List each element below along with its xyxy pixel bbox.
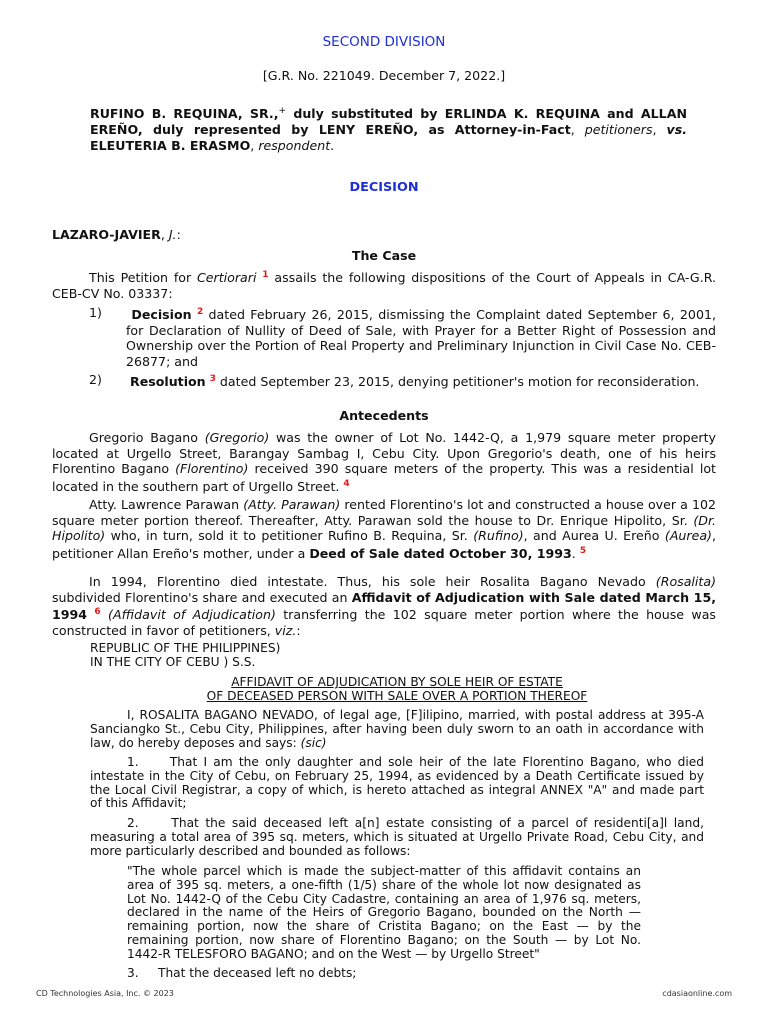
lot-description-quote: "The whole parcel which is made the subject-matter of this affidavit contains an area of 395 sq. meters, a one-fifth (1/5) share of the whole lot now designated as Lot No. 1442-Q of the Cebu City Cadastre, containing an area of 1,976 sq. meters, declared in the name of the Heirs of Gregorio Bagano, bounded on the North — remaining portion, now the share of Cristita Bagano; on the East — by the remaining portion, now share of Florentino Bagano; on the South — by Lot No. 1442-R TELESFORO BAGANO; and on the West — by Urgello Street" [127,864,641,961]
affidavit-item: 1. That I am the only daughter and sole heir of the late Florentino Bagano, who died intestate in the City of Cebu, on February 25, 1994, as evidenced by a Death Certificate issued by the Local Civil Registrar, a copy of which, is hereto attached as integral ANNEX "A" and made part of this Affidavit; [90,755,704,811]
paragraph-gregorio: Gregorio Bagano (Gregorio) was the owner of Lot No. 1442-Q, a 1,979 square meter property located at Urgello Street, Barangay Sambag I, Cebu City. Upon Gregorio's death, one of his heirs Florentino Bagano (Florentino) received 390 square meters of the property. This was a residential lot located in the southern part of Urgello Street. $^4$ [52,430,716,494]
division-header: SECOND DIVISION [322,34,446,50]
the-case-heading: The Case [351,248,417,263]
case-number: [G.R. No. 221049. December 7, 2022.] [262,68,506,83]
ponente: LAZARO-JAVIER, J.: [52,227,181,242]
antecedents-heading: Antecedents [339,408,429,423]
affidavit-item: 2. That the said deceased left a[n] estate consisting of a parcel of residenti[a]l land, measuring a total area of 395 sq. meters, which is situated at Urgello Private Road, Cebu City, and more particularly described and bounded as follows: [90,816,704,858]
footnote-link[interactable]: 5 [579,545,587,556]
paragraph-parawan: Atty. Lawrence Parawan (Atty. Parawan) rented Florentino's lot and constructed a house over a 102 square meter portion thereof. Thereafter, Atty. Parawan sold the house to Dr. Enrique Hipolito, Sr. (Dr. Hipolito) who, in turn, sold it to petitioner Rufino B. Requina, Sr. (Rufino), and Aurea U. Ereño (Aurea), petitioner Allan Ereño's mother, under a Deed of Sale dated October 30, 1993. $^5$ [52,497,717,561]
case-parties: RUFINO B. REQUINA, SR.,+ duly substituted by ERLINDA K. REQUINA and ALLAN EREÑO, duly represented by LENY EREÑO, as Attorney-in-Fact, petitioners, vs. ELEUTERIA B. ERASMO, respondent. [90,106,687,154]
affidavit-item: 3. That the deceased left no debts; [127,966,357,980]
footnote-link[interactable]: 2 [196,307,204,317]
case-paragraph: This Petition for Certiorari $^1$ assails the following dispositions of the Court of Appeals in CA-G.R. CEB-CV No. 03337: [52,270,716,301]
venue-line: REPUBLIC OF THE PHILIPPINES) [90,641,281,655]
footer-copyright: CD Technologies Asia, Inc. © 2023 [36,989,174,998]
affidavit-intro: I, ROSALITA BAGANO NEVADO, of legal age, [F]ilipino, married, with postal address at 395-A Sanciangko St., Cebu City, Philippines, after having been duly sworn to an oath in accordance with law, do hereby deposes and says: (sic) [90,708,704,750]
footnote-link[interactable]: 4 [343,478,350,489]
decision-title: DECISION [349,180,419,195]
paragraph-florentino-death: In 1994, Florentino died intestate. Thus, his sole heir Rosalita Bagano Nevado (Rosalita) subdivided Florentino's share and executed an Affidavit of Adjudication with Sale dated March 15, 1994 $^6$ (Affidavit of Adjudication) transferring the 102 square meter portion where the house was constructed in favor of petitioners, viz.: [52,574,716,638]
venue-line: IN THE CITY OF CEBU ) S.S. [90,655,256,669]
list-item: 1) Decision $^2$ dated February 26, 2015, dismissing the Complaint dated September 6, 2001, for Declaration of Nullity of Deed of Sale, with Prayer for a Better Right of Possession and Ownership over the Portion of Real Property and Preliminary Injunction in Civil Case No. CEB-26877; and [89,305,716,369]
footer-site-link[interactable]: cdasiaonline.com [662,989,732,998]
list-item: 2) Resolution $^3$ dated September 23, 2015, denying petitioner's motion for reconsideration. [89,372,700,390]
affidavit-title: AFFIDAVIT OF ADJUDICATION BY SOLE HEIR OF ESTATE OF DECEASED PERSON WITH SALE OVER A PORTION THEREOF [206,675,588,703]
footnote-link[interactable]: 1 [262,270,269,280]
footnote-link[interactable]: 6 [94,607,101,617]
footnote-link[interactable]: 3 [209,374,216,384]
